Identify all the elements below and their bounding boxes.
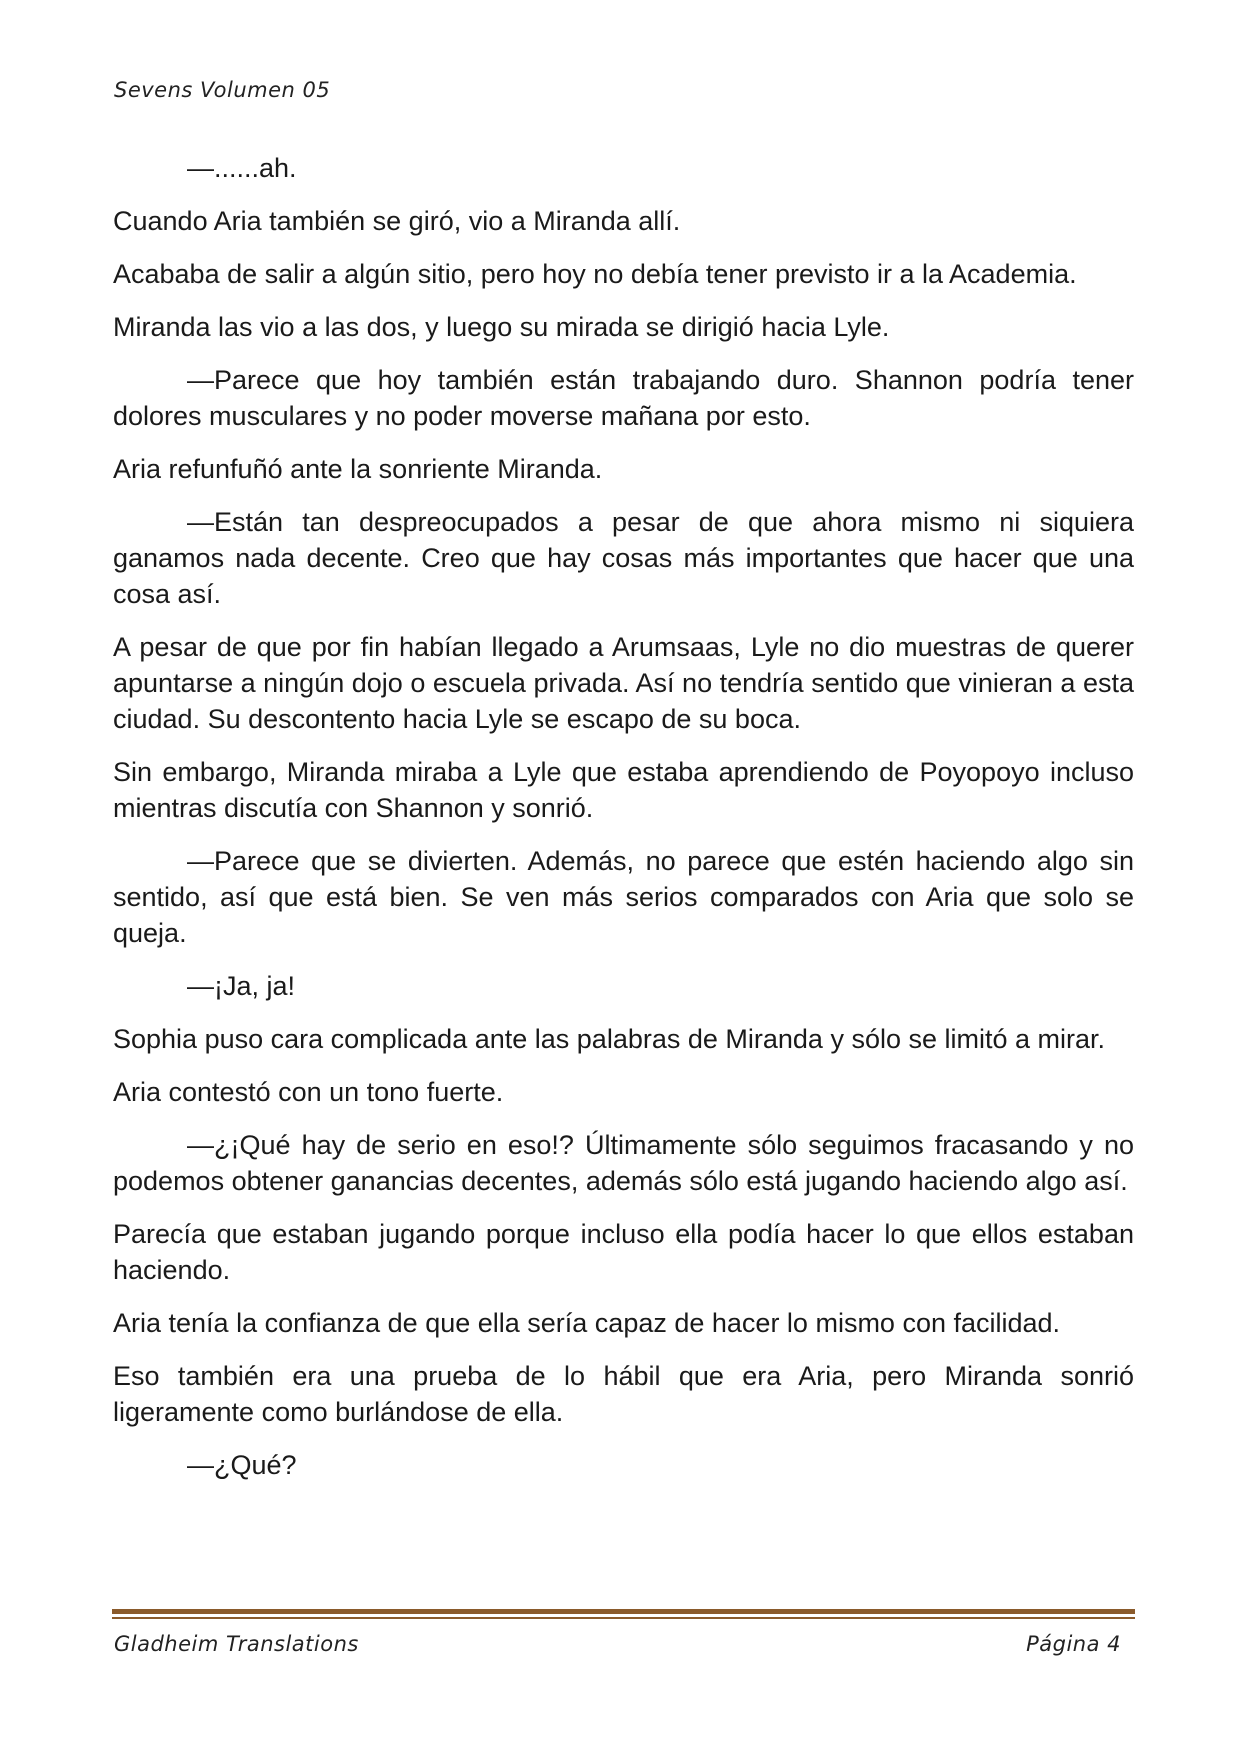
paragraph-dialogue: —¿¡Qué hay de serio en eso!? Últimamente sólo seguimos fracasando y no podemos obtener ganancias decentes, además sólo está jugando haciendo algo así. (113, 1130, 1134, 1196)
paragraph-dialogue: —¡Ja, ja! (187, 971, 296, 1001)
paragraph: Eso también era una prueba de lo hábil que era Aria, pero Miranda sonrió ligeramente como burlándose de ella. (113, 1361, 1134, 1427)
paragraph: Aria refunfuñó ante la sonriente Miranda. (113, 454, 603, 484)
paragraph: Sophia puso cara complicada ante las palabras de Miranda y sólo se limitó a mirar. (113, 1024, 1106, 1054)
paragraph-dialogue: —¿Qué? (187, 1450, 297, 1480)
page-number: Página 4 (1026, 1632, 1121, 1656)
footer-rule-thin (112, 1617, 1135, 1619)
paragraph-dialogue: —Parece que se divierten. Además, no parece que estén haciendo algo sin sentido, así que está bien. Se ven más serios comparados con Aria que solo se queja. (113, 846, 1134, 948)
footer-credit: Gladheim Translations (114, 1632, 359, 1656)
paragraph: Acababa de salir a algún sitio, pero hoy no debía tener previsto ir a la Academia. (113, 259, 1077, 289)
page-body (113, 150, 1134, 1500)
paragraph: Aria contestó con un tono fuerte. (113, 1077, 504, 1107)
paragraph: A pesar de que por fin habían llegado a Arumsaas, Lyle no dio muestras de querer apuntarse a ningún dojo o escuela privada. Así no tendría sentido que vinieran a esta ciudad. Su descontento hacia Lyle se escapo de su boca. (113, 632, 1134, 734)
footer-rule-thick (112, 1609, 1135, 1614)
paragraph-dialogue: —Están tan despreocupados a pesar de que ahora mismo ni siquiera ganamos nada decente. Creo que hay cosas más importantes que hacer que una cosa así. (113, 507, 1134, 609)
paragraph: Aria tenía la confianza de que ella sería capaz de hacer lo mismo con facilidad. (113, 1308, 1061, 1338)
paragraph: Parecía que estaban jugando porque incluso ella podía hacer lo que ellos estaban haciendo. (113, 1219, 1134, 1285)
paragraph: Sin embargo, Miranda miraba a Lyle que estaba aprendiendo de Poyopoyo incluso mientras discutía con Shannon y sonrió. (113, 757, 1134, 823)
paragraph: Cuando Aria también se giró, vio a Miranda allí. (113, 206, 681, 236)
paragraph-dialogue: —Parece que hoy también están trabajando duro. Shannon podría tener dolores musculares y no poder moverse mañana por esto. (113, 365, 1134, 431)
paragraph-dialogue: —......ah. (187, 153, 297, 183)
running-header: Sevens Volumen 05 (114, 78, 331, 102)
paragraph: Miranda las vio a las dos, y luego su mirada se dirigió hacia Lyle. (113, 312, 890, 342)
